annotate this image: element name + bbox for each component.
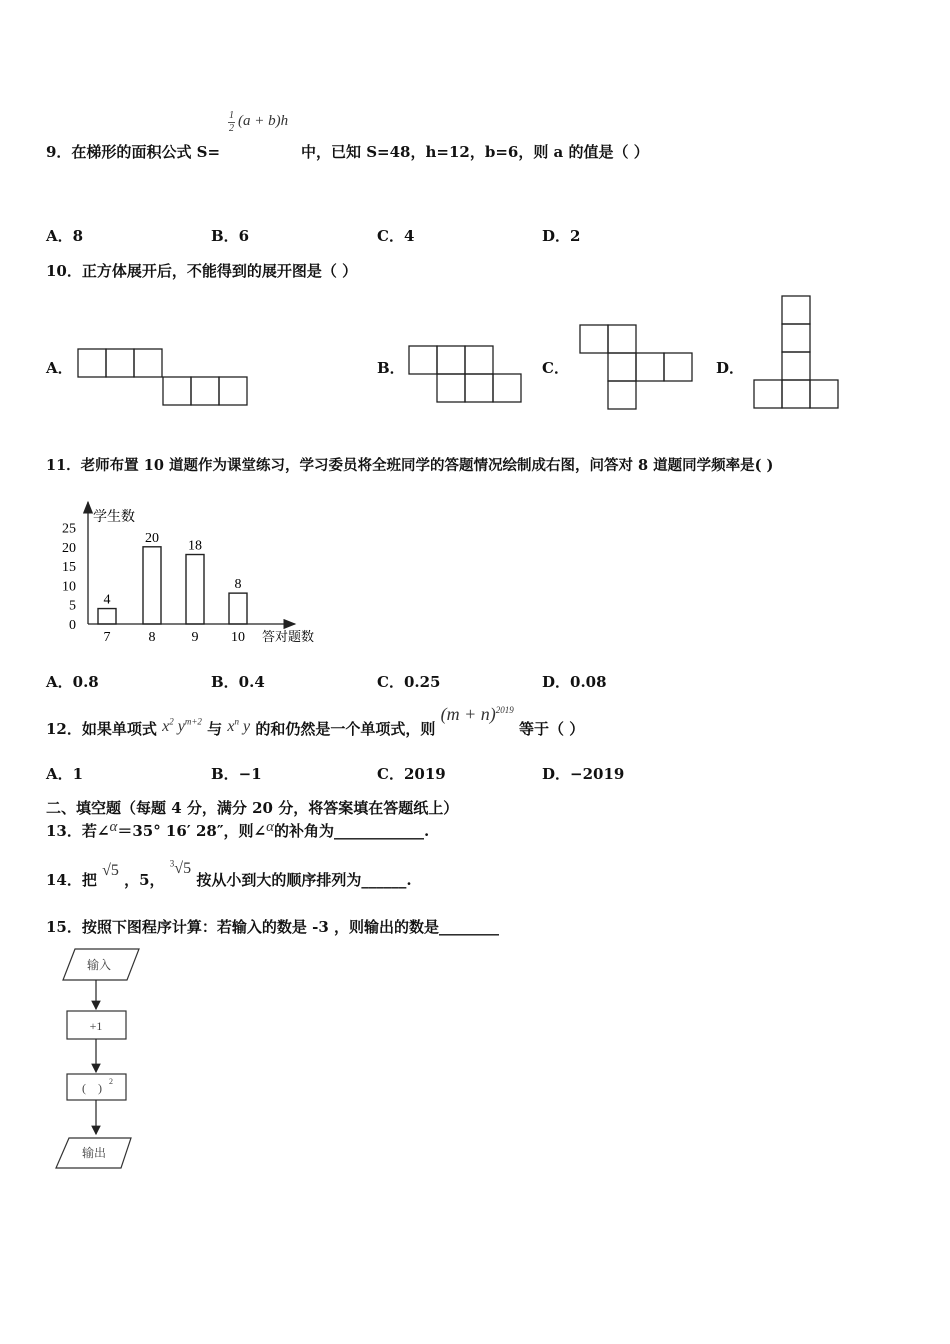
q9-stem-after: 中，已知 S=48，h=12，b=6，则 a 的值是（ ） [301, 143, 649, 161]
q9-option-a: A．8 [46, 227, 84, 245]
q10-stem: 10．正方体展开后，不能得到的展开图是（ ） [46, 262, 358, 280]
q12-term1-y: y [177, 718, 185, 735]
q12-term1-yexp: m+2 [184, 716, 202, 727]
q9-formula-body: (a + b)h [238, 113, 289, 129]
q15-stem-text: 15．按照下图程序计算：若输入的数是 -3 ，则输出的数是 [46, 918, 439, 936]
chart-bar [143, 547, 161, 624]
q12-term2-exp: n [234, 716, 239, 727]
q13-alpha-1: α [109, 819, 118, 835]
chart-ytick-label: 15 [62, 560, 76, 576]
q11-option-a: A．0.8 [46, 673, 99, 691]
chart-ytick-label: 25 [62, 521, 76, 537]
q14-root2 [170, 860, 191, 877]
chart-bar [98, 609, 116, 624]
q14-blank[interactable]: ______ [361, 871, 407, 889]
q12-expr-exp: 2019 [495, 705, 514, 715]
q9-formula [226, 110, 306, 140]
q9-option-c: C．4 [377, 227, 415, 245]
q10-label-c: C． [542, 359, 569, 377]
q10-label-d: D． [716, 359, 745, 377]
q12-expr-base: (m + n) [440, 704, 496, 724]
chart-value-label: 8 [234, 577, 242, 593]
q12-term2 [227, 718, 250, 735]
chart-bar [229, 593, 247, 624]
q9-option-b: B．6 [211, 227, 250, 245]
chart-value-label: 18 [188, 538, 202, 554]
q13-stem-a: 13．若∠ [46, 822, 110, 840]
q10-net-c [570, 318, 700, 418]
section-2-title: 二、填空题（每题 4 分，满分 20 分，将答案填在答题纸上） [46, 799, 459, 817]
q11-option-b: B．0.4 [211, 673, 265, 691]
flow-step2-exp: 2 [109, 1077, 113, 1086]
q13-stem-c: 的补角为 [274, 822, 335, 840]
q12-option-c: C．2019 [377, 765, 446, 783]
chart-xlabel: 答对题数 [262, 629, 315, 644]
chart-ytick-label: 20 [62, 540, 76, 556]
q11-bar-chart [55, 498, 330, 650]
q13-end: . [424, 822, 430, 840]
q13-alpha-2: α [266, 819, 274, 835]
q12-term2-x: x [227, 718, 235, 735]
q15-flowchart [50, 942, 160, 1177]
q10-label-b: B． [377, 359, 405, 377]
q12-option-a: A．1 [46, 765, 84, 783]
chart-ylabel: 学生数 [93, 510, 135, 525]
flow-input-label: 输入 [86, 958, 112, 972]
flow-output-label: 输出 [81, 1146, 107, 1160]
q10-net-d [745, 290, 845, 415]
q12-connector: 与 [207, 720, 223, 738]
flow-step2-label: ( ) [82, 1081, 102, 1095]
q12-term1 [162, 718, 202, 735]
q10-net-a [70, 340, 260, 415]
q12-stem-mid: 的和仍然是一个单项式，则 [255, 720, 436, 738]
q12-stem [46, 704, 584, 744]
flow-step1-label: +1 [89, 1019, 103, 1033]
q14-root2-index: 3 [169, 858, 175, 869]
q9-frac-den: 2 [229, 123, 234, 134]
q10-label-a: A． [46, 359, 73, 377]
q15-stem [46, 916, 499, 937]
q9-frac-num: 1 [229, 110, 234, 121]
q10-net-b [400, 338, 530, 413]
q14-stem-b: 按从小到大的顺序排列为 [196, 871, 362, 889]
q9-stem-before: 9．在梯形的面积公式 S= [46, 143, 221, 161]
q15-blank[interactable]: ________ [438, 918, 499, 936]
q11-option-c: C．0.25 [377, 673, 441, 691]
chart-category-label: 9 [191, 630, 199, 645]
chart-category-label: 10 [231, 630, 245, 645]
q14-stem-a: 14．把 [46, 871, 97, 889]
chart-category-label: 8 [148, 630, 156, 645]
q12-expr [441, 704, 514, 724]
q12-term2-y: y [243, 718, 251, 735]
q14-stem [46, 857, 412, 891]
q13-stem-b: ＝35° 16′ 28″，则∠ [117, 822, 267, 840]
chart-value-label: 4 [103, 592, 111, 608]
q14-end: . [406, 871, 412, 889]
q14-root1: √5 [102, 862, 119, 879]
chart-value-label: 20 [145, 530, 159, 546]
q12-stem-after: 等于（ ） [518, 720, 585, 738]
q12-option-d: D．−2019 [542, 765, 625, 783]
q13-stem [46, 820, 429, 841]
chart-bar [186, 555, 204, 624]
q12-term1-x: x [162, 718, 170, 735]
q11-stem: 11．老师布置 10 道题作为课堂练习，学习委员将全班同学的答题情况绘制成右图，问答对 8 道题同学频率是( ) [46, 457, 774, 474]
q12-option-b: B．−1 [211, 765, 262, 783]
chart-category-label: 7 [103, 630, 111, 645]
q13-blank[interactable]: ____________ [334, 822, 425, 840]
q12-term1-exp: 2 [169, 716, 174, 727]
q11-option-d: D．0.08 [542, 673, 607, 691]
chart-ytick-label: 5 [69, 598, 76, 614]
chart-ytick-label: 0 [69, 618, 76, 633]
q14-root2-body: √5 [174, 860, 192, 877]
q9-option-d: D．2 [542, 227, 581, 245]
q14-sep: ，5， [124, 871, 165, 889]
chart-ytick-label: 10 [62, 579, 76, 595]
q12-stem-before: 12．如果单项式 [46, 720, 157, 738]
